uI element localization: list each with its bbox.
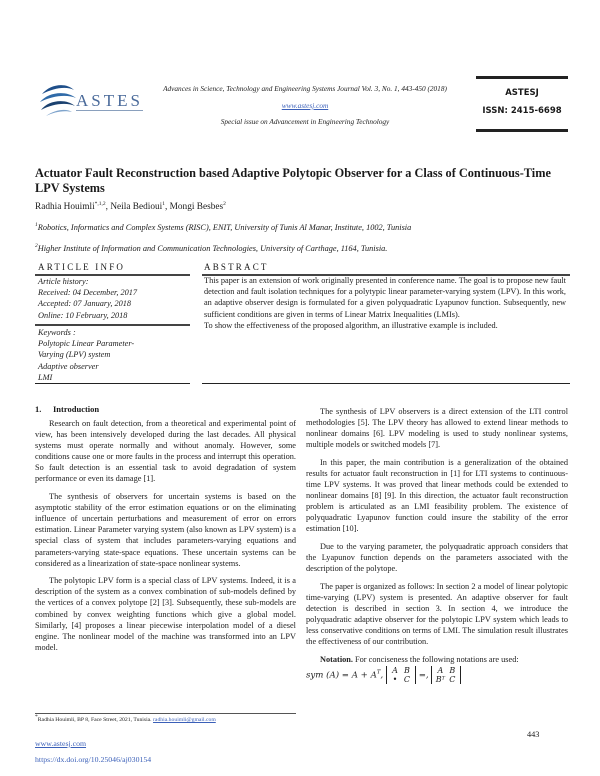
astes-logo (38, 80, 148, 120)
keyword: LMI (38, 372, 53, 382)
body-paragraph: The polytopic LPV form is a special class of LPV systems. Indeed, it is a description of the system as a convex combination of sub-models defined by the vertices of a convex polytope [2] [3]. Subsequently, these sub-models are combined by convex weighting functions which give a global model. Similarly, [4] proposes a linear piecewise interpolation model of a diesel engine. The nonlinear model of the machine was transformed into an LPV model. (35, 576, 296, 652)
body-paragraph: Due to the varying parameter, the polyquadratic approach considers that the Lyapunov function depends on the parameters associated with the description of the polytope. (306, 542, 568, 574)
journal-badge-title: ASTESJ (505, 88, 539, 98)
matrix-entry: Bᵀ (435, 674, 445, 684)
author-name: Radhia Houimli (35, 202, 95, 212)
body-paragraph: The paper is organized as follows: In section 2 a model of linear polytopic time-varying (LPV) system is presented. An adaptive observer for fault detection is described in section 3. In section 4, we introduce the polyquadratic adaptive observer for the polytopic LPV system which leads to less conservative conditions on terms of LMI. The simulation result illustrates the effectiveness of our contribution. (306, 581, 568, 647)
affiliation-sup: 2 (35, 243, 38, 250)
body-paragraph: In this paper, the main contribution is a generalization of the obtained results for actuator fault reconstruction in [1] for LTI systems to continuous-time LPV systems. It was proved that linear methods could be extended to nonlinear domains [8] [9]. In this direction, the actuator fault reconstruction problem is articulated as an LMI feasibility problem. The existence of polyquadratic Lyapunov function could insure the stability of the error estimation [10]. (306, 457, 568, 534)
footer-url-container (35, 739, 86, 748)
affiliation-1 (35, 223, 411, 232)
online-date: Online: 10 February, 2018 (38, 310, 128, 320)
notation-label: Notation. (320, 654, 353, 664)
article-history (38, 276, 137, 321)
formula-separator: , (380, 670, 384, 681)
transpose-sup: T (376, 669, 381, 676)
author-sup: 2 (223, 200, 226, 207)
body-column-right (306, 406, 568, 684)
history-rule (35, 324, 190, 326)
received-date: Received: 04 December, 2017 (38, 288, 138, 298)
abstract-heading: ABSTRACT (204, 262, 269, 272)
astes-wave-icon (38, 80, 78, 120)
history-label: Article history: (38, 277, 89, 286)
keywords-block (38, 327, 134, 383)
footnote-mark: * (35, 714, 38, 721)
section-title: Introduction (53, 404, 100, 414)
sym-definition: sym (A) = A + A (306, 670, 377, 681)
body-paragraph: The synthesis of observers for uncertain systems is based on the asymptotic stability of the error estimation equations or on the eliminating influence of uncertain perturbations and measurement of error on errors estimation. Linear Parameter varying system (also known as LPV system) is a special class of system that includes parameters-varying equations and parameters-varying state-space equations. These uncertain systems can be considered as a linearization of state-space nonlinear systems. (35, 492, 296, 568)
formula-equals: =, (418, 670, 429, 681)
paper-title: Actuator Fault Reconstruction based Adaptive Polytopic Observer for a Class of Continuous-Time LPV Systems (35, 166, 551, 195)
notation-text: For conciseness the following notations are used: (352, 654, 519, 664)
matrix-entry: B (449, 665, 456, 675)
accepted-date: Accepted: 07 January, 2018 (38, 299, 132, 309)
keyword: Adaptive observer (38, 361, 99, 371)
section-number: 1. (35, 404, 42, 414)
abstract-body (204, 275, 566, 331)
affiliation-2 (35, 244, 387, 253)
footnote-text: Radhia Houimli, BP 8, Face Street, 2021, Tunisia. (37, 717, 154, 723)
keyword: Polytopic Linear Parameter- (38, 339, 135, 349)
author-list: Radhia Houimli$^{*,1,2}$, Neila Bedioui$^1$, Mongi Besbes$^2$ (35, 200, 226, 212)
header-bottom-rule (476, 129, 568, 132)
journal-url-link[interactable]: www.astesj.com (281, 101, 329, 110)
body-paragraph: The synthesis of LPV observers is a direct extension of the LTI control methodologies [5]. The LPV theory has allowed to extend linear methods to nonlinear domains [6]. LPV modeling is used to study nonlinear systems, multiple models or switched models [7]. (306, 407, 568, 450)
matrix-entry: • (392, 674, 398, 684)
matrix-entry: B (404, 665, 410, 675)
footer-journal-link[interactable]: www.astesj.com (35, 739, 87, 748)
author-email-link[interactable]: radhia.houimli@gmail.com (153, 717, 216, 723)
journal-citation: Advances in Science, Technology and Engineering Systems Journal Vol. 3, No. 1, 443-450 (2018) (163, 84, 447, 93)
abstract-paragraph: To show the effectiveness of the proposed algorithm, an illustrative example is included. (204, 320, 498, 330)
abstract-paragraph: This paper is an extension of work originally presented in conference name. The goal is to propose new fault detection and fault isolation techniques for a polytypic linear parameter-varying system (LPV). In this work, an adaptive observer design is formulated for a given polyquadratic Lyapunov function. Subsequently, new sufficient conditions are given in terms of Linear Matrix Inequalities (LMIs). (204, 276, 566, 319)
keywords-label: Keywords : (38, 328, 76, 337)
journal-url-container (140, 101, 470, 110)
body-paragraph: Research on fault detection, from a theoretical and experimental point of view, has been intensively developed during the last decades. All physical systems must operate normally and without anomaly. However, some conditions cause one or more faults in the process and interrupt this operation. So fault detection is an essential task to avoid degradation of system performance or even its damage [1]. (35, 419, 296, 484)
header-top-rule (476, 76, 568, 79)
body-column-left (35, 418, 296, 659)
author-sup: 1 (162, 200, 165, 207)
article-info-heading: ARTICLE INFO (38, 262, 126, 272)
logo-wordmark: ASTES (76, 91, 143, 110)
author-sup: *,1,2 (94, 200, 106, 207)
keywords-bottom-rule (35, 383, 190, 384)
section-heading (35, 404, 99, 414)
affiliation-text: Robotics, Informatics and Complex Systems (RISC), ENIT, University of Tunis Al Manar, Institute, 1002, Tunisia (37, 223, 412, 232)
journal-badge-issn: ISSN: 2415-6698 (482, 106, 562, 116)
special-issue-line: Special issue on Advancement in Engineering Technology (220, 117, 390, 126)
notation-paragraph (306, 654, 568, 665)
matrix-left (386, 666, 416, 684)
footer-doi-link[interactable]: https://dx.doi.org/10.25046/aj030154 (35, 755, 152, 764)
corresponding-author-footnote (35, 714, 216, 723)
author-name: Mongi Besbes (169, 202, 224, 212)
matrix-right (431, 666, 461, 684)
affiliation-sup: 1 (35, 222, 38, 229)
affiliation-text: Higher Institute of Information and Communication Technologies, University of Carthage, 1164, Tunisia. (37, 244, 388, 253)
keyword: Varying (LPV) system (38, 350, 111, 360)
footnote-rule (35, 713, 296, 714)
page-number: 443 (527, 730, 540, 739)
abstract-bottom-rule (202, 383, 570, 384)
notation-formula (306, 666, 568, 684)
matrix-entry: C (449, 674, 456, 684)
matrix-entry: A (392, 665, 398, 675)
matrix-entry: C (403, 674, 411, 684)
matrix-entry: A (437, 665, 444, 675)
author-name: Neila Bedioui (110, 202, 163, 212)
